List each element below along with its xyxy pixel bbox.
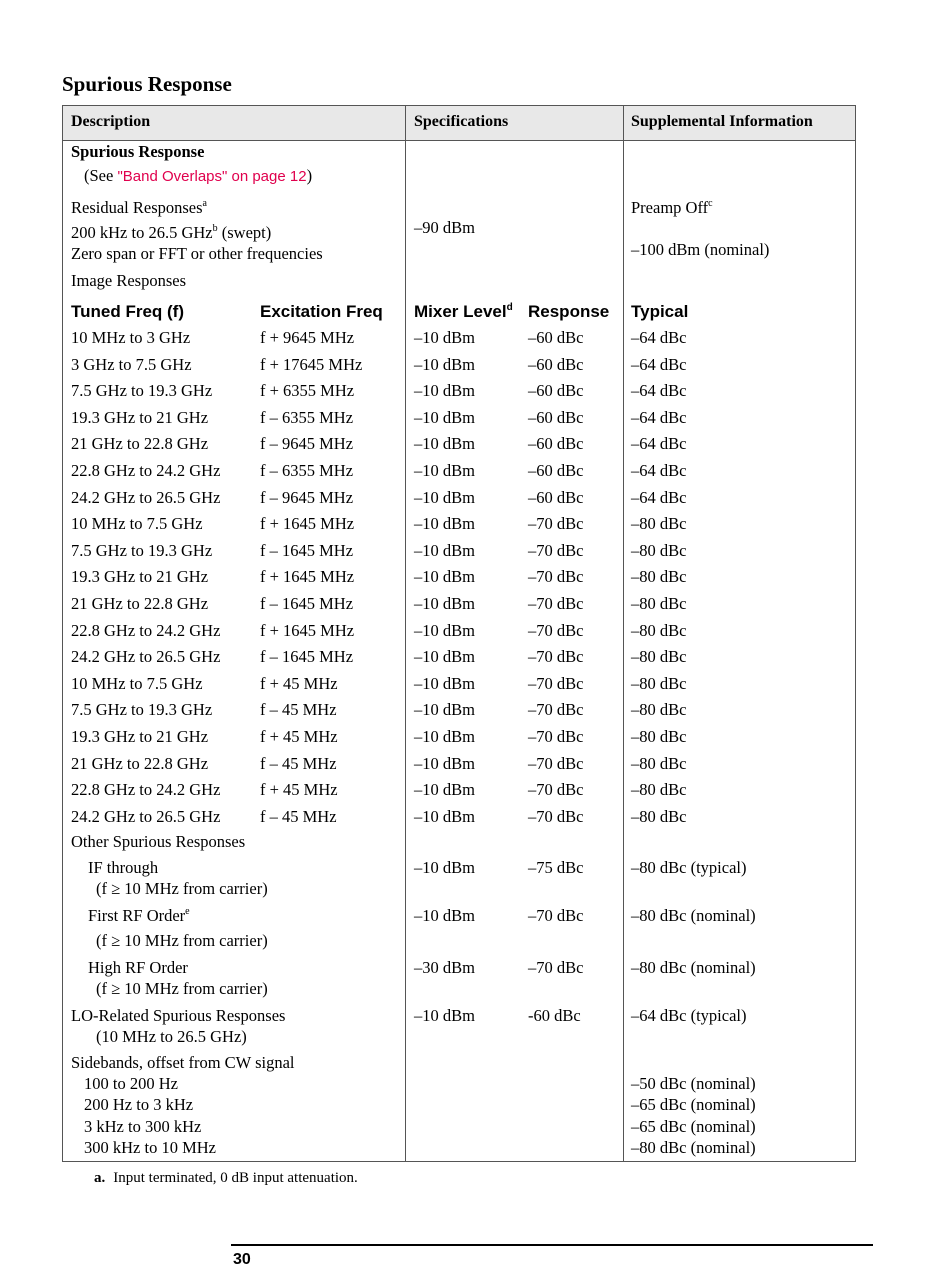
image-row-response: –70 dBc [528, 647, 584, 667]
image-row-tuned-freq: 10 MHz to 7.5 GHz [71, 673, 203, 693]
image-row-response: –70 dBc [528, 727, 584, 746]
image-row-response: –60 dBc [528, 354, 584, 374]
other-heading: Other Spurious Responses [71, 832, 246, 851]
image-row-typical: –64 dBc [631, 328, 687, 347]
swept-suffix: (swept) [217, 223, 272, 242]
image-row-excitation-freq: f + 45 MHz [260, 673, 338, 693]
image-row-tuned-freq: 7.5 GHz to 19.3 GHz [71, 540, 213, 560]
header-supplemental: Supplemental Information [631, 113, 813, 130]
image-row-excitation-freq: f + 1645 MHz [260, 514, 355, 534]
image-row-mixer-level: –10 dBm [414, 328, 475, 347]
lo-typical: –64 dBc (typical) [631, 1006, 747, 1025]
residual-spec: –90 dBm [414, 218, 475, 237]
image-row-excitation-freq: f + 17645 MHz [260, 354, 363, 374]
footnote-text: Input terminated, 0 dB input attenuation. [113, 1170, 358, 1186]
preamp-text: Preamp Off [631, 198, 709, 217]
col-excitation-freq: Excitation Freq [260, 302, 383, 321]
image-row-typical: –64 dBc [631, 487, 687, 507]
image-row-excitation-freq: f – 45 MHz [260, 806, 337, 826]
image-row-excitation-freq: f – 6355 MHz [260, 407, 354, 427]
image-row-response: –70 dBc [528, 780, 584, 800]
sideband-offset: 300 kHz to 10 MHz [84, 1137, 216, 1157]
swept-text: 200 kHz to 26.5 GHz [71, 223, 213, 242]
image-row-typical: –80 dBc [631, 540, 687, 560]
image-row-mixer-level: –10 dBm [414, 514, 475, 534]
see-reference [84, 166, 312, 187]
image-row-excitation-freq: f – 1645 MHz [260, 594, 354, 613]
sidebands-heading: Sidebands, offset from CW signal [71, 1053, 295, 1072]
lo-label: LO-Related Spurious Responses [71, 1006, 286, 1025]
image-row-typical: –80 dBc [631, 594, 687, 613]
col-mixer-level [414, 302, 513, 322]
image-row-excitation-freq: f – 1645 MHz [260, 540, 354, 560]
image-row-tuned-freq: 21 GHz to 22.8 GHz [71, 594, 209, 613]
image-row-response: –70 dBc [528, 753, 584, 773]
image-row-mixer-level: –10 dBm [414, 487, 475, 507]
residual-label [71, 198, 207, 218]
preamp-label [631, 198, 713, 218]
header-specifications: Specifications [414, 113, 509, 130]
image-row-typical: –64 dBc [631, 381, 687, 401]
image-row-response: –60 dBc [528, 381, 584, 401]
image-row-mixer-level: –10 dBm [414, 700, 475, 720]
image-row-excitation-freq: f + 45 MHz [260, 727, 338, 746]
image-row-tuned-freq: 10 MHz to 7.5 GHz [71, 514, 203, 534]
header-description: Description [71, 113, 151, 130]
image-row-mixer-level: –10 dBm [414, 354, 475, 374]
image-row-typical: –80 dBc [631, 647, 687, 667]
sideband-offset: 3 kHz to 300 kHz [84, 1116, 202, 1136]
image-row-mixer-level: –10 dBm [414, 780, 475, 800]
image-row-excitation-freq: f + 45 MHz [260, 780, 338, 800]
image-row-response: –60 dBc [528, 407, 584, 427]
image-row-typical: –80 dBc [631, 514, 687, 534]
image-row-tuned-freq: 19.3 GHz to 21 GHz [71, 567, 209, 587]
high-rf-sub: (f ≥ 10 MHz from carrier) [96, 979, 268, 998]
image-row-typical: –64 dBc [631, 434, 687, 454]
image-row-response: –70 dBc [528, 594, 584, 613]
residual-text: Residual Responses [71, 198, 203, 217]
page-title: Spurious Response [62, 72, 232, 96]
footnote-ref: e [185, 906, 190, 917]
image-row-tuned-freq: 24.2 GHz to 26.5 GHz [71, 487, 221, 507]
see-suffix: ) [306, 166, 313, 185]
footnote-marker: a. [94, 1170, 106, 1186]
spec-table [62, 105, 856, 1162]
image-row-typical: –80 dBc [631, 620, 687, 640]
col-mixer-text: Mixer Level [414, 302, 507, 321]
if-through-label: IF through [88, 858, 159, 877]
image-row-typical: –64 dBc [631, 354, 687, 374]
image-row-tuned-freq: 3 GHz to 7.5 GHz [71, 354, 192, 374]
image-row-response: –70 dBc [528, 567, 584, 587]
image-row-response: –70 dBc [528, 620, 584, 640]
sideband-value: –65 dBc (nominal) [631, 1116, 756, 1136]
image-row-mixer-level: –10 dBm [414, 673, 475, 693]
image-row-mixer-level: –10 dBm [414, 620, 475, 640]
image-row-tuned-freq: 22.8 GHz to 24.2 GHz [71, 620, 221, 640]
image-row-excitation-freq: f – 9645 MHz [260, 487, 354, 507]
high-rf-typical: –80 dBc (nominal) [631, 958, 756, 977]
if-through-typical: –80 dBc (typical) [631, 858, 747, 877]
col-typical: Typical [631, 302, 689, 321]
zero-span-label: Zero span or FFT or other frequencies [71, 244, 323, 263]
image-row-tuned-freq: 21 GHz to 22.8 GHz [71, 434, 209, 454]
lo-sub: (10 MHz to 26.5 GHz) [96, 1027, 247, 1046]
first-rf-mixer: –10 dBm [414, 906, 475, 925]
image-row-tuned-freq: 21 GHz to 22.8 GHz [71, 753, 209, 773]
image-row-excitation-freq: f + 1645 MHz [260, 567, 355, 587]
image-row-typical: –80 dBc [631, 753, 687, 773]
image-row-excitation-freq: f + 1645 MHz [260, 620, 355, 640]
image-row-mixer-level: –10 dBm [414, 753, 475, 773]
sideband-value: –65 dBc (nominal) [631, 1095, 756, 1115]
footnote-ref: c [708, 198, 713, 209]
image-row-tuned-freq: 7.5 GHz to 19.3 GHz [71, 381, 213, 401]
swept-label [71, 223, 271, 243]
image-row-excitation-freq: f – 9645 MHz [260, 434, 354, 454]
col-response: Response [528, 302, 610, 321]
image-row-typical: –80 dBc [631, 673, 687, 693]
image-row-response: –60 dBc [528, 487, 584, 507]
see-prefix: (See [84, 166, 118, 185]
image-row-mixer-level: –10 dBm [414, 461, 475, 480]
footer-rule [231, 1244, 873, 1246]
image-row-mixer-level: –10 dBm [414, 727, 475, 746]
image-row-response: –60 dBc [528, 328, 584, 347]
image-row-excitation-freq: f + 9645 MHz [260, 328, 355, 347]
image-row-typical: –80 dBc [631, 567, 687, 587]
image-row-excitation-freq: f – 45 MHz [260, 753, 337, 773]
high-rf-label: High RF Order [88, 958, 188, 977]
footnote-ref: b [212, 223, 218, 234]
image-row-mixer-level: –10 dBm [414, 381, 475, 401]
page-number: 30 [233, 1251, 251, 1268]
image-row-typical: –80 dBc [631, 780, 687, 800]
if-through-sub: (f ≥ 10 MHz from carrier) [96, 879, 268, 898]
image-row-excitation-freq: f – 6355 MHz [260, 461, 354, 480]
if-through-mixer: –10 dBm [414, 858, 475, 877]
image-row-tuned-freq: 22.8 GHz to 24.2 GHz [71, 780, 221, 800]
lo-response: -60 dBc [528, 1006, 581, 1025]
image-row-response: –70 dBc [528, 514, 584, 534]
lo-mixer: –10 dBm [414, 1006, 475, 1025]
table-header [63, 106, 855, 141]
first-rf-response: –70 dBc [528, 906, 584, 925]
image-row-mixer-level: –10 dBm [414, 594, 475, 613]
image-row-mixer-level: –10 dBm [414, 647, 475, 667]
image-responses-label: Image Responses [71, 271, 187, 290]
first-rf-sub: (f ≥ 10 MHz from carrier) [96, 931, 268, 950]
image-row-mixer-level: –10 dBm [414, 407, 475, 427]
image-row-typical: –80 dBc [631, 806, 687, 826]
first-rf-label [88, 906, 190, 926]
image-row-excitation-freq: f – 1645 MHz [260, 647, 354, 667]
image-row-response: –70 dBc [528, 673, 584, 693]
first-rf-text: First RF Order [88, 906, 186, 925]
image-row-tuned-freq: 24.2 GHz to 26.5 GHz [71, 806, 221, 826]
image-row-typical: –64 dBc [631, 461, 687, 480]
high-rf-response: –70 dBc [528, 958, 584, 977]
sideband-offset: 200 Hz to 3 kHz [84, 1095, 194, 1115]
image-row-response: –60 dBc [528, 434, 584, 454]
image-row-mixer-level: –10 dBm [414, 567, 475, 587]
image-row-mixer-level: –10 dBm [414, 806, 475, 826]
image-row-tuned-freq: 24.2 GHz to 26.5 GHz [71, 647, 221, 667]
footnote [94, 1170, 358, 1187]
section-heading: Spurious Response [71, 142, 205, 161]
column-divider [623, 106, 624, 1161]
col-tuned-freq: Tuned Freq (f) [71, 302, 184, 321]
image-row-mixer-level: –10 dBm [414, 540, 475, 560]
image-row-typical: –80 dBc [631, 727, 687, 746]
image-row-typical: –64 dBc [631, 407, 687, 427]
footnote-ref: a [202, 198, 207, 209]
image-row-tuned-freq: 19.3 GHz to 21 GHz [71, 727, 209, 746]
image-row-tuned-freq: 19.3 GHz to 21 GHz [71, 407, 209, 427]
column-divider [405, 106, 406, 1161]
image-row-mixer-level: –10 dBm [414, 434, 475, 454]
image-row-tuned-freq: 22.8 GHz to 24.2 GHz [71, 461, 221, 480]
sideband-value: –50 dBc (nominal) [631, 1074, 756, 1093]
sideband-offset: 100 to 200 Hz [84, 1074, 178, 1093]
band-overlaps-link[interactable]: "Band Overlaps" on page 12 [117, 168, 307, 185]
image-row-tuned-freq: 10 MHz to 3 GHz [71, 328, 191, 347]
image-row-tuned-freq: 7.5 GHz to 19.3 GHz [71, 700, 213, 720]
footnote-ref: d [506, 302, 513, 313]
sideband-value: –80 dBc (nominal) [631, 1137, 756, 1157]
image-row-response: –70 dBc [528, 700, 584, 720]
zero-span-value: –100 dBm (nominal) [631, 240, 770, 259]
if-through-response: –75 dBc [528, 858, 584, 877]
image-row-response: –70 dBc [528, 806, 584, 826]
image-row-excitation-freq: f – 45 MHz [260, 700, 337, 720]
image-row-response: –60 dBc [528, 461, 584, 480]
high-rf-mixer: –30 dBm [414, 958, 475, 977]
first-rf-typical: –80 dBc (nominal) [631, 906, 756, 925]
image-row-excitation-freq: f + 6355 MHz [260, 381, 355, 401]
image-row-typical: –80 dBc [631, 700, 687, 720]
image-row-response: –70 dBc [528, 540, 584, 560]
